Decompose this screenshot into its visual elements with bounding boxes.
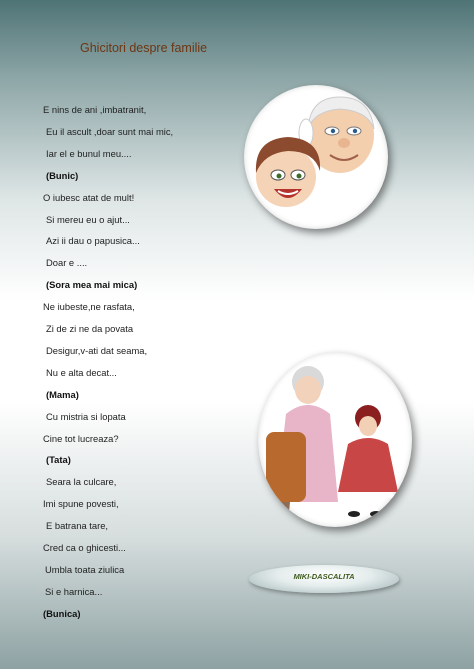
poem-line: Iar el e bunul meu.... (46, 147, 132, 159)
poem-line: Azi ii dau o papusica... (46, 235, 140, 247)
poem-line: Imi spune povesti, (43, 498, 119, 510)
riddle-answer: (Sora mea mai mica) (46, 279, 138, 291)
poem-line: Si mereu eu o ajut... (46, 213, 130, 225)
poem-line: Eu il ascult ,doar sunt mai mic, (46, 125, 174, 137)
riddle-answer: (Tata) (46, 454, 71, 466)
author-signature: MIKI-DASCALITA (249, 565, 399, 593)
riddle-answer: (Bunica) (43, 607, 81, 619)
poem-line: Doar e .... (46, 257, 88, 269)
page-title: Ghicitori despre familie (80, 41, 208, 55)
poem-line: O iubesc atat de mult! (43, 191, 135, 203)
riddle-answer: (Bunic) (46, 169, 79, 181)
poem-line: Ne iubeste,ne rasfata, (43, 301, 135, 313)
poem-line: Nu e alta decat... (46, 366, 117, 378)
grandparents-illustration (244, 85, 388, 229)
poem-line: Zi de zi ne da povata (46, 323, 134, 334)
poem-line: E batrana tare, (46, 520, 109, 532)
poem-line: Seara la culcare, (46, 476, 117, 488)
grandmother-child-illustration (258, 352, 412, 527)
poem-line: Cine tot lucreaza? (43, 432, 119, 444)
riddle-answer: (Mama) (46, 388, 79, 400)
poem-line: Umbla toata ziulica (45, 563, 125, 575)
poem-line: Desigur,v-ati dat seama, (46, 344, 148, 356)
poem-line: E nins de ani ,imbatranit, (43, 104, 147, 115)
poem-line: Si e harnica... (45, 585, 103, 597)
poem-line: Cred ca o ghicesti... (43, 542, 126, 553)
poem-line: Cu mistria si lopata (46, 410, 126, 422)
